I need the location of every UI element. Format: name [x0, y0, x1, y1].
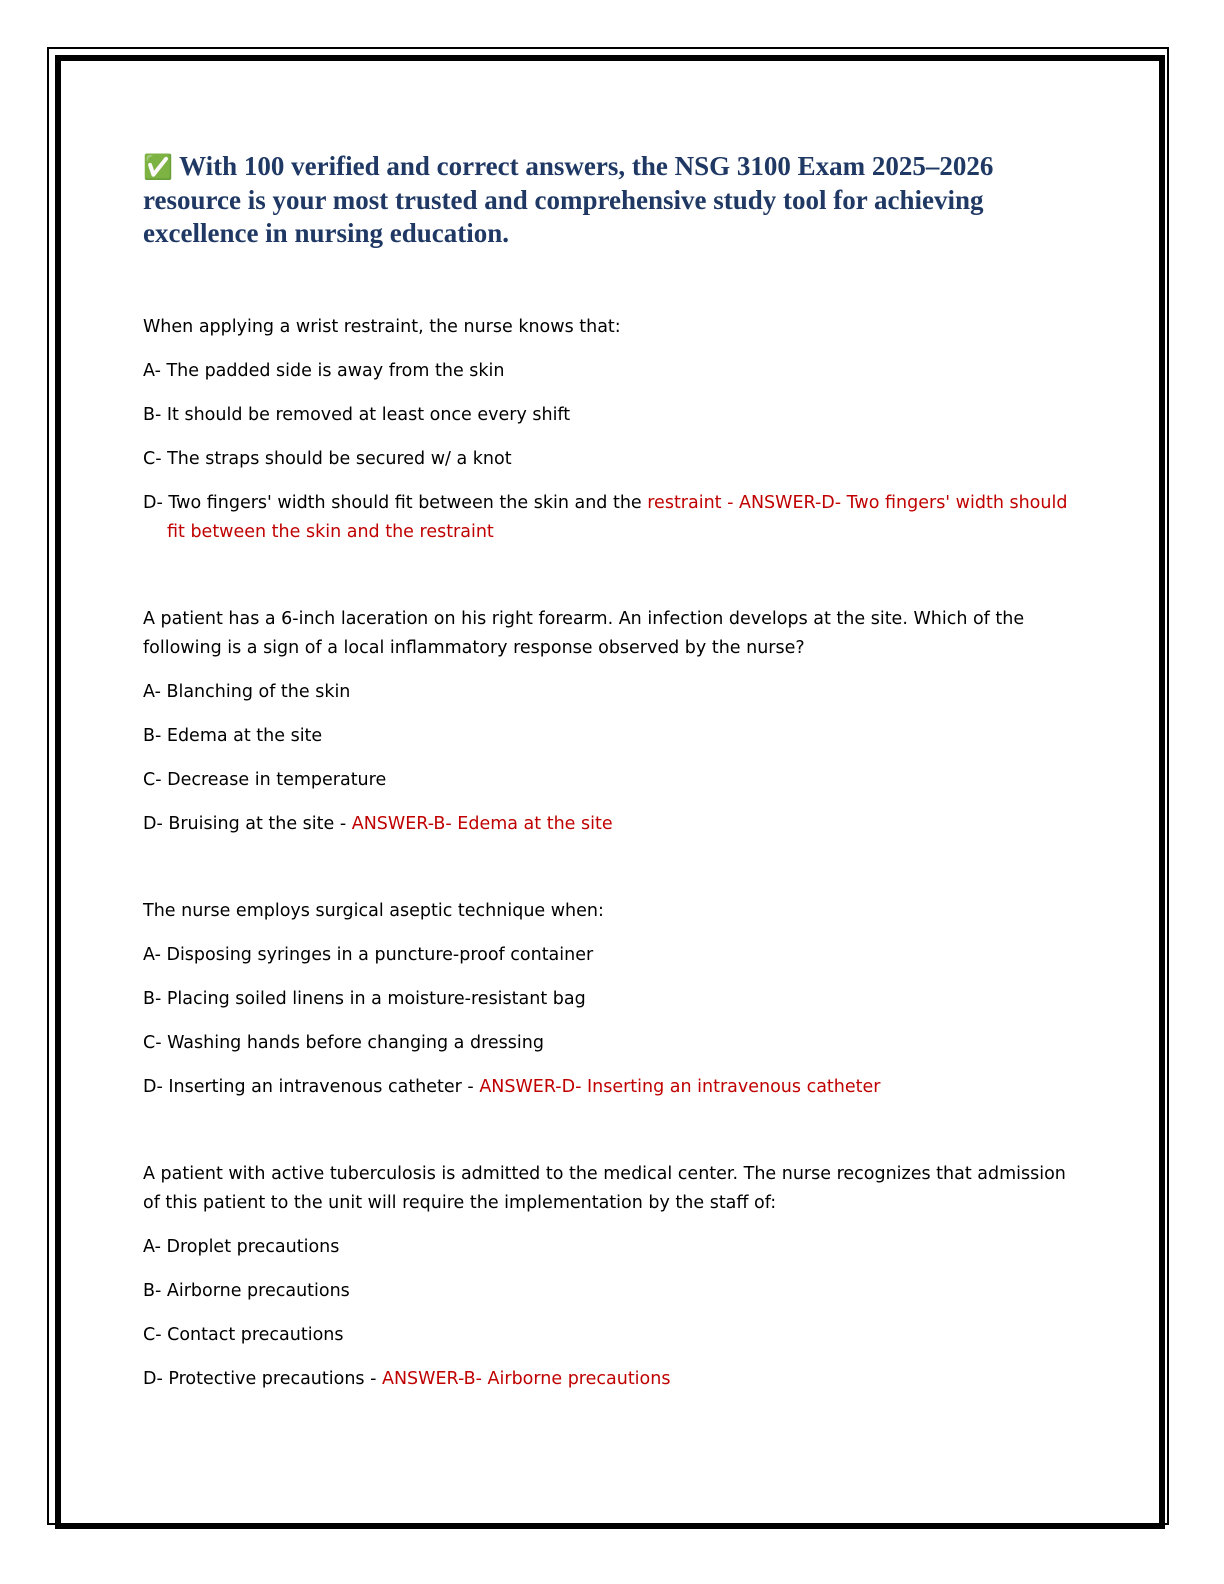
option-c: C- Decrease in temperature — [143, 770, 387, 790]
option-d-text: D- Protective precautions - — [143, 1369, 382, 1389]
option-b: B- It should be removed at least once every shift — [143, 405, 571, 425]
option-a: A- Blanching of the skin — [143, 682, 351, 702]
question-stem: A patient has a 6-inch laceration on his right forearm. An infection develops at the site. Which of the following is a sign of a local inflammatory response observed by the nurse? — [143, 609, 1025, 658]
option-b: B- Edema at the site — [143, 726, 323, 746]
option-d-text: D- Inserting an intravenous catheter - — [143, 1077, 480, 1097]
question-stem: A patient with active tuberculosis is admitted to the medical center. The nurse recognizes that admission of this patient to the unit will require the implementation by the staff of: — [143, 1164, 1066, 1213]
option-d — [143, 489, 1083, 547]
question-stem: When applying a wrist restraint, the nurse knows that: — [143, 317, 621, 337]
check-mark-icon: ✅ — [143, 153, 173, 181]
option-d — [143, 1365, 1083, 1394]
answer-text: restraint - ANSWER-D- Two fingers' width should fit between the skin and the restraint — [167, 493, 1068, 542]
option-a: A- Droplet precautions — [143, 1237, 340, 1257]
option-c: C- Washing hands before changing a dressing — [143, 1033, 544, 1053]
option-d-text: D- Bruising at the site - — [143, 814, 352, 834]
option-d-text: D- Two fingers' width should fit between the skin and the — [143, 493, 648, 513]
option-a: A- The padded side is away from the skin — [143, 361, 505, 381]
question-stem: The nurse employs surgical aseptic technique when: — [143, 901, 604, 921]
heading-text: With 100 verified and correct answers, the NSG 3100 Exam 2025–2026 resource is your most trusted and comprehensive study tool for achieving excellence in nursing education. — [143, 151, 994, 248]
option-c: C- Contact precautions — [143, 1325, 344, 1345]
option-d — [143, 1073, 1083, 1102]
question-block-4 — [143, 1160, 1083, 1394]
page-heading — [143, 150, 1043, 250]
option-d — [143, 810, 1083, 839]
question-block-2 — [143, 605, 1083, 839]
answer-text: ANSWER-D- Inserting an intravenous catheter — [479, 1077, 881, 1097]
question-block-1 — [143, 313, 1083, 547]
option-a: A- Disposing syringes in a puncture-proof container — [143, 945, 594, 965]
answer-text: ANSWER-B- Airborne precautions — [381, 1369, 671, 1389]
option-c: C- The straps should be secured w/ a knot — [143, 449, 512, 469]
question-list — [143, 313, 1083, 1409]
answer-text: ANSWER-B- Edema at the site — [351, 814, 613, 834]
option-b: B- Placing soiled linens in a moisture-resistant bag — [143, 989, 586, 1009]
question-block-3 — [143, 897, 1083, 1102]
option-b: B- Airborne precautions — [143, 1281, 350, 1301]
